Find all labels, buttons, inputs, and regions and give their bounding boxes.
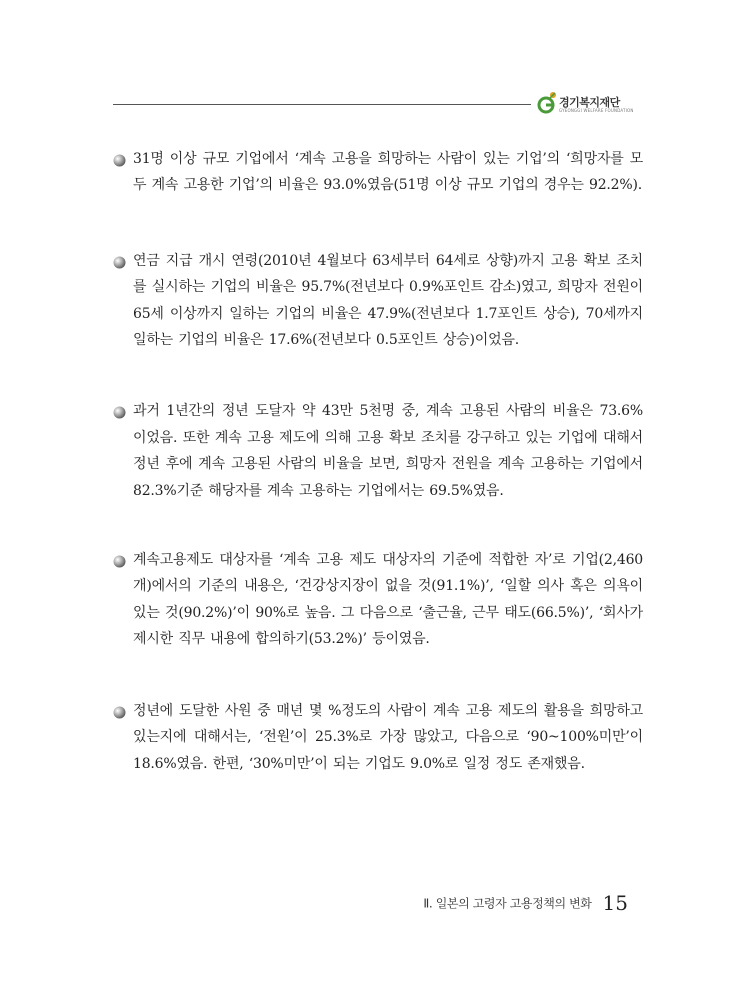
sphere-bullet-icon <box>113 154 126 167</box>
paragraph-text: 과거 1년간의 정년 도달자 약 43만 5천명 중, 계속 고용된 사람의 비율은 73.6% 이었음. 또한 계속 고용 제도에 의해 고용 확보 조치를 강구하고 있는 기업에 대해서 정년 후에 계속 고용된 사람의 비율을 보면, 희망자 전원을 계속 고용하는 기업에서 82.3%기준 해당자를 계속 고용하는 기업에서는 69.5%였음. <box>133 403 643 499</box>
bullet-item <box>113 146 643 199</box>
page-footer <box>423 891 628 915</box>
paragraph-text: 연금 지급 개시 연령(2010년 4월보다 63세부터 64세로 상향)까지 고용 확보 조치를 실시하는 기업의 비율은 95.7%(전년보다 0.9%포인트 감소)였고, 희망자 전원이 65세 이상까지 일하는 기업의 비율은 47.9%(전년보다 1.7포인트 상승), 70세까지 일하는 기업의 비율은 17.6%(전년보다 0.5포인트 상승)이었음. <box>133 252 643 349</box>
logo-text: 경기복지재단 <box>559 96 620 109</box>
paragraph-text: 정년에 도달한 사원 중 매년 몇 %정도의 사람이 계속 고용 제도의 활용을 희망하고 있는지에 대해서는, ‘전원’이 25.3%로 가장 많았고, 다음으로 ‘90~100%미만’이 18.6%였음. 한편, ‘30%미만’이 되는 기업도 9.0%로 일정 정도 존재했음. <box>133 702 643 772</box>
foundation-logo <box>536 90 646 118</box>
header-rule <box>113 104 531 105</box>
logo-subtext: GYEONGGI WELFARE FOUNDATION <box>559 108 634 113</box>
bullet-item <box>113 248 643 354</box>
sphere-bullet-icon <box>113 555 126 568</box>
paragraph-text: 계속고용제도 대상자를 ‘계속 고용 제도 대상자의 기준에 적합한 자’로 기업(2,460개)에서의 기준의 내용은, ‘건강상지장이 없을 것(91.1%)’, ‘일할 의사 혹은 의욕이 있는 것(90.2%)’이 90%로 높음. 그 다음으로 ‘출근율, 근무 태도(66.5%)’, ‘회사가 제시한 직무 내용에 합의하기(53.2%)’ 등이였음. <box>133 552 643 648</box>
bullet-item <box>113 547 643 653</box>
sphere-bullet-icon <box>113 256 126 269</box>
body-content <box>113 146 643 826</box>
sphere-bullet-icon <box>113 406 126 419</box>
paragraph-text: 31명 이상 규모 기업에서 ‘계속 고용을 희망하는 사람이 있는 기업’의 ‘희망자를 모두 계속 고용한 기업’의 비율은 93.0%였음(51명 이상 규모 기업의 경우는 92.2%). <box>133 151 643 194</box>
sphere-bullet-icon <box>113 706 126 719</box>
bullet-item <box>113 398 643 504</box>
page-number: 15 <box>602 891 628 915</box>
logo-mark-icon <box>536 90 558 116</box>
chapter-title: Ⅱ. 일본의 고령자 고용정책의 변화 <box>423 896 592 911</box>
bullet-item <box>113 698 643 777</box>
